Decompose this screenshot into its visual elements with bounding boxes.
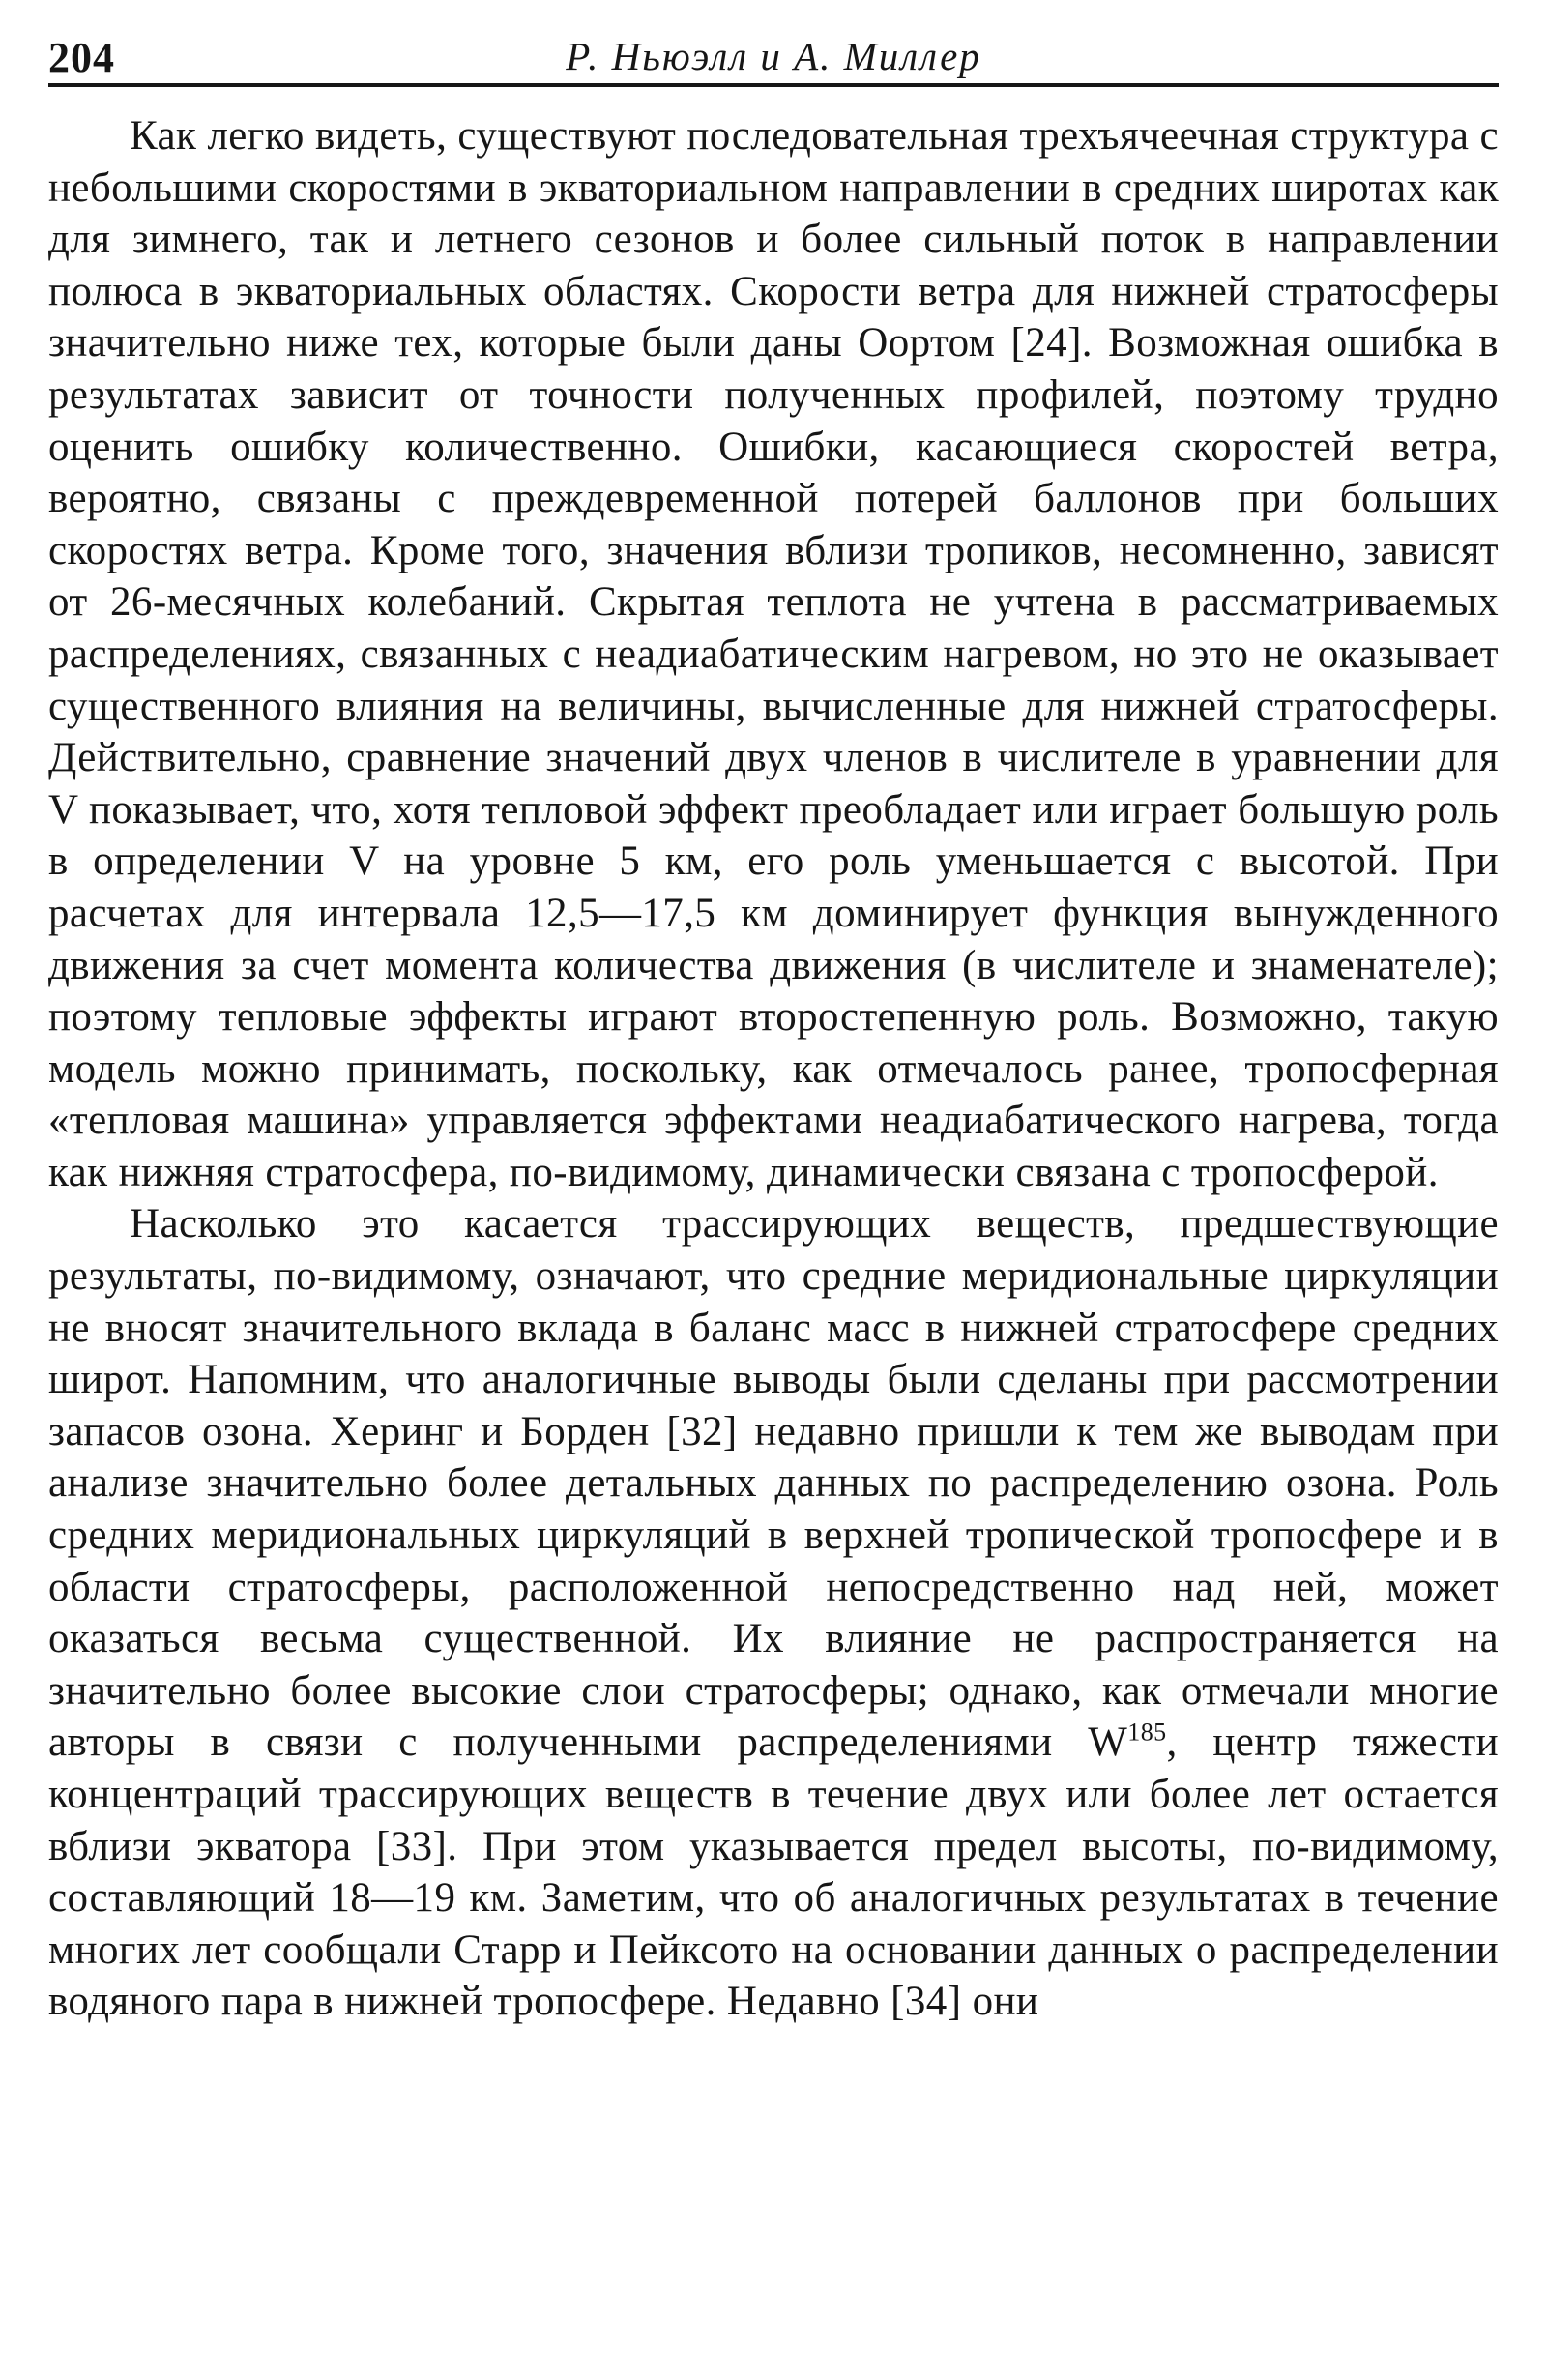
paragraph-2 — [48, 1198, 1499, 2028]
paragraph-2-part-1: Насколько это касается трассирующих веществ, предшествующие результаты, по-видимому, означают, что средние меридиональные циркуляции не вносят значительного вклада в баланс масс в нижней стратосфере средних широт. Напомним, что аналогичные выводы были сделаны при рассмотрении запасов озона. Херинг и Борден [32] недавно пришли к тем же выводам при анализе значительно более детальных данных по распределению озона. Роль средних меридиональных циркуляций в верхней тропической тропосфере и в области стратосферы, расположенной непосредственно над ней, может оказаться весьма существенной. Их влияние не распространяется на значительно более высокие слои стратосферы; однако, как отмечали многие авторы в связи с полученными распределениями W — [48, 1201, 1499, 1766]
page-header — [48, 29, 1499, 83]
document-page — [48, 29, 1499, 2028]
paragraph-1: Как легко видеть, существуют последовательная трехъячеечная структура с небольшими скоростями в экваториальном направлении в средних широтах как для зимнего, так и летнего сезонов и более сильный поток в направлении полюса в экваториальных областях. Скорости ветра для нижней стратосферы значительно ниже тех, которые были даны Оортом [24]. Возможная ошибка в результатах зависит от точности полученных профилей, поэтому трудно оценить ошибку количественно. Ошибки, касающиеся скоростей ветра, вероятно, связаны с преждевременной потерей баллонов при больших скоростях ветра. Кроме того, значения вблизи тропиков, несомненно, зависят от 26-месячных колебаний. Скрытая теплота не учтена в рассматриваемых распределениях, связанных с неадиабатическим нагревом, но это не оказывает существенного влияния на величины, вычисленные для нижней стратосферы. Действительно, сравнение значений двух членов в числителе в уравнении для V показывает, что, хотя тепловой эффект преобладает или играет большую роль в определении V на уровне 5 км, его роль уменьшается с высотой. При расчетах для интервала 12,5—17,5 км доминирует функция вынужденного движения за счет момента количества движения (в числителе и знаменателе); поэтому тепловые эффекты играют второстепенную роль. Возможно, такую модель можно принимать, поскольку, как отмечалось ранее, тропосферная «тепловая машина» управляется эффектами неадиабатического нагрева, тогда как нижняя стратосфера, по-видимому, динамически связана с тропосферой. — [48, 113, 1499, 1195]
paragraph-2-part-2: , центр тяжести концентраций трассирующих веществ в течение двух или более лет остается вблизи экватора [33]. При этом указывается предел высоты, по-видимому, составляющий 18—19 км. Заметим, что об аналогичных результатах в течение многих лет сообщали Старр и Пейксото на основании данных о распределении водяного пара в нижней тропосфере. Недавно [34] они — [48, 1719, 1499, 2025]
running-title: Р. Ньюэлл и А. Миллер — [566, 34, 981, 78]
body-text — [48, 110, 1499, 2028]
isotope-superscript: 185 — [1127, 1719, 1167, 1748]
page-number: 204 — [48, 34, 115, 81]
header-rule — [48, 83, 1499, 87]
